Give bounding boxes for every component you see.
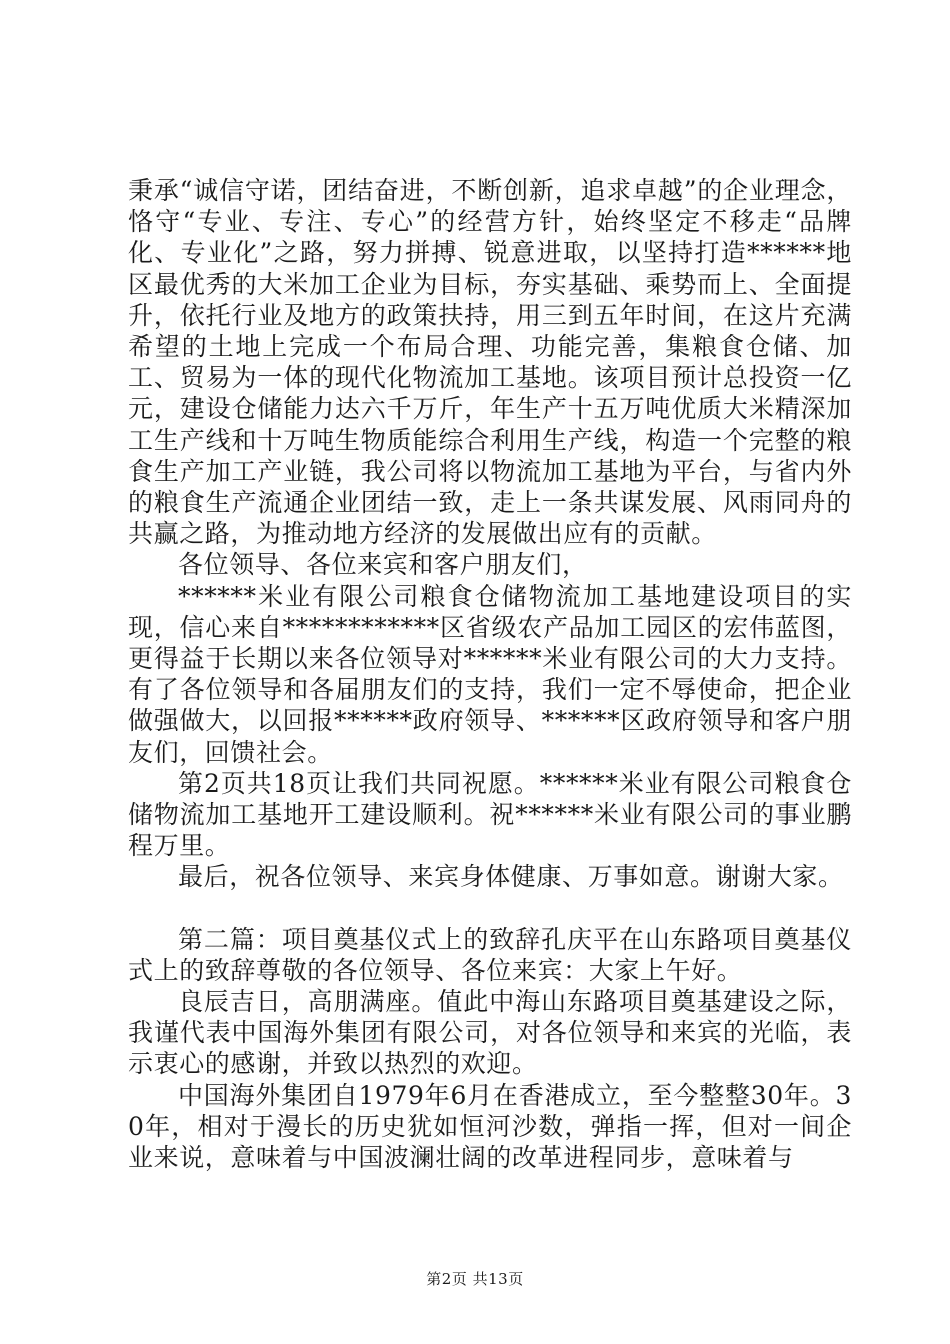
paragraph-closing: 最后，祝各位领导、来宾身体健康、万事如意。谢谢大家。 bbox=[178, 862, 844, 892]
paragraph-group-history: 中国海外集团自1979年6月在香港成立，至今整整30年。30年，相对于漫长的历史犹如恒河沙数，弹指一挥，但对一间企业来说，意味着与中国波澜壮阔的改革进程同步，意味着与 bbox=[128, 1080, 852, 1173]
paragraph-second-article-title: 第二篇：项目奠基仪式上的致辞孔庆平在山东路项目奠基仪式上的致辞尊敬的各位领导、各位来宾：大家上午好。 bbox=[128, 924, 852, 985]
paragraph-company-philosophy: 秉承“诚信守诺，团结奋进，不断创新，追求卓越”的企业理念，恪守“专业、专注、专心”的经营方针，始终坚定不移走“品牌化、专业化”之路，努力拼搏、锐意进取，以坚持打造******地区最优秀的大米加工企业为目标，夯实基础、乘势而上、全面提升，依托行业及地方的政策扶持，用三到五年时间，在这片充满希望的土地上完成一个布局合理、功能完善，集粮食仓储、加工、贸易为一体的现代化物流加工基地。该项目预计总投资一亿元，建设仓储能力达六千万斤，年生产十五万吨优质大米精深加工生产线和十万吨生物质能综合利用生产线，构造一个完整的粮食生产加工产业链，我公司将以物流加工基地为平台，与省内外的粮食生产流通企业团结一致，走上一条共谋发展、风雨同舟的共赢之路，为推动地方经济的发展做出应有的贡献。 bbox=[128, 176, 852, 549]
page-footer: 第2页 共13页 bbox=[426, 1270, 524, 1288]
paragraph-salutation: 各位领导、各位来宾和客户朋友们， bbox=[178, 550, 588, 580]
paragraph-wishes: 第2页共18页让我们共同祝愿。******米业有限公司粮食仓储物流加工基地开工建设顺利。祝******米业有限公司的事业鹏程万里。 bbox=[128, 768, 852, 861]
document-body bbox=[128, 175, 852, 1173]
paragraph-welcome: 良辰吉日，高朋满座。值此中海山东路项目奠基建设之际，我谨代表中国海外集团有限公司，对各位领导和来宾的光临，表示衷心的感谢，并致以热烈的欢迎。 bbox=[128, 987, 852, 1079]
paragraph-project-confidence: ******米业有限公司粮食仓储物流加工基地建设项目的实现，信心来自************区省级农产品加工园区的宏伟蓝图，更得益于长期以来各位领导对******米业有限公司的大力支持。有了各位领导和各届朋友们的支持，我们一定不辱使命，把企业做强做大，以回报******政府领导、******区政府领导和客户朋友们，回馈社会。 bbox=[128, 581, 852, 767]
